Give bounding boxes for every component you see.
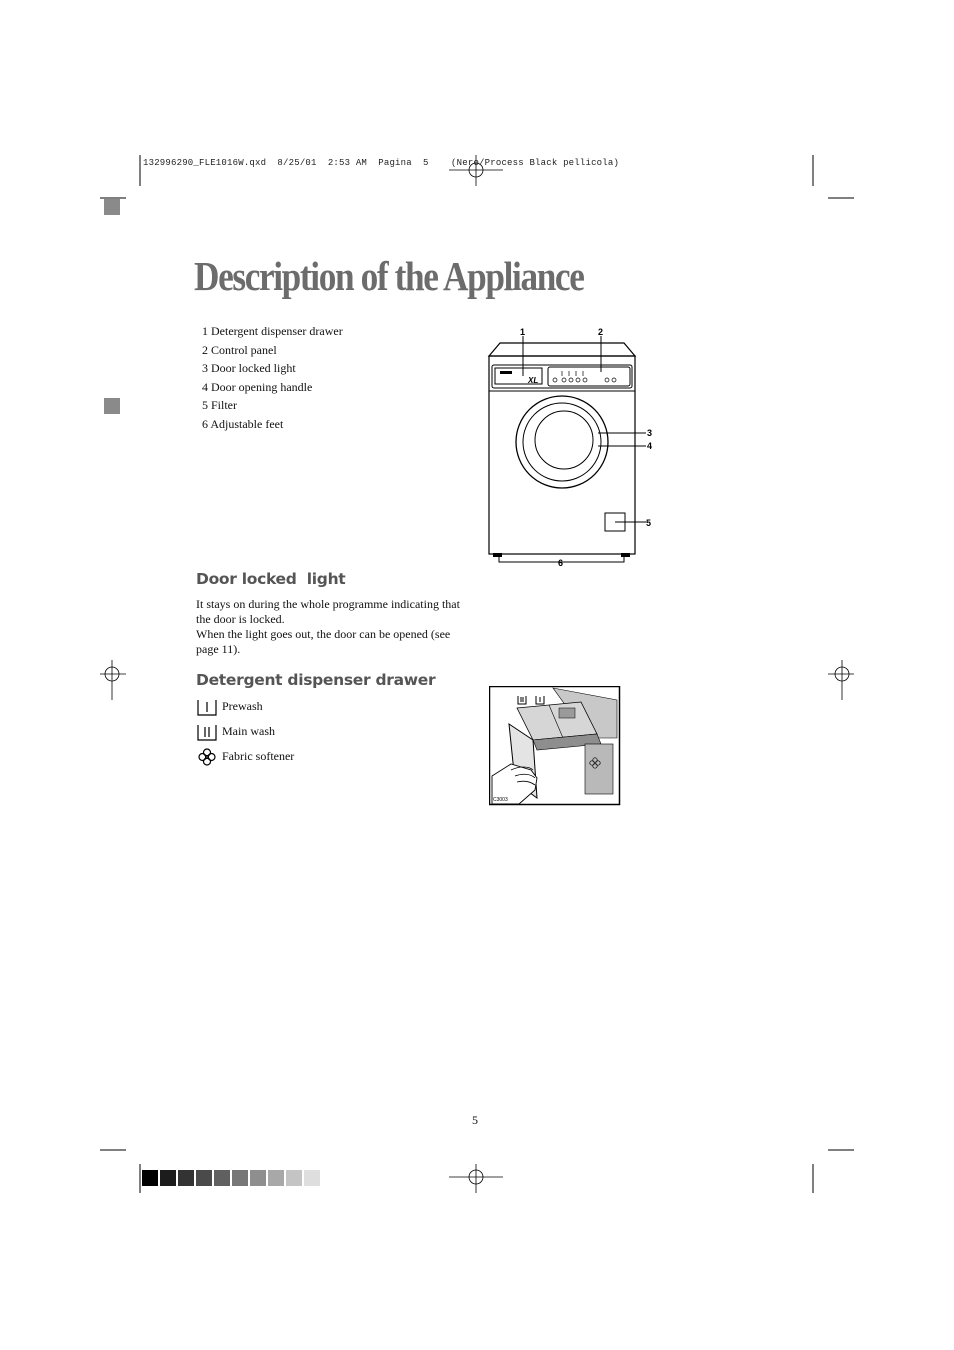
list-item: 4 Door opening handle bbox=[202, 379, 313, 394]
callout-label: 2 bbox=[598, 327, 604, 337]
door-locked-text bbox=[196, 597, 466, 657]
legend-row bbox=[197, 744, 294, 769]
door-locked-heading: Door locked light bbox=[196, 570, 346, 588]
legend-row bbox=[197, 719, 294, 744]
dispenser-heading: Detergent dispenser drawer bbox=[196, 671, 436, 689]
color-calibration-bar bbox=[142, 1170, 320, 1186]
callout-label: 4 bbox=[647, 441, 653, 451]
paragraph-line: It stays on during the whole programme indicating that the door is locked. bbox=[196, 597, 460, 626]
gray-swatch bbox=[286, 1170, 302, 1186]
gray-swatch bbox=[232, 1170, 248, 1186]
gray-swatch bbox=[160, 1170, 176, 1186]
registration-target-icon bbox=[828, 660, 854, 700]
legend-label: Main wash bbox=[222, 724, 275, 738]
page-number: 5 bbox=[472, 1113, 478, 1127]
paragraph-line: When the light goes out, the door can be opened (see page 11). bbox=[196, 627, 451, 656]
registration-target-icon bbox=[100, 660, 126, 700]
list-item: 5 Filter bbox=[202, 398, 237, 412]
dispenser-drawer-illustration bbox=[489, 686, 621, 806]
parts-list bbox=[202, 324, 343, 435]
gray-swatch bbox=[268, 1170, 284, 1186]
gray-swatch bbox=[196, 1170, 212, 1186]
legend-row bbox=[197, 694, 294, 719]
print-header: 132996290_FLE1016W.qxd 8/25/01 2:53 AM Pagina 5 (Nero/Process Black pellicola) bbox=[143, 158, 620, 168]
fabric-softener-icon bbox=[197, 748, 217, 766]
main-wash-icon bbox=[197, 723, 217, 741]
figure-code: C3003 bbox=[493, 797, 508, 803]
list-item: 2 Control panel bbox=[202, 342, 277, 357]
registration-square bbox=[104, 398, 120, 414]
registration-target-icon bbox=[449, 1164, 503, 1193]
callout-label: 1 bbox=[520, 327, 526, 337]
dispenser-legend bbox=[197, 694, 294, 769]
page-title: Description of the Appliance bbox=[194, 253, 584, 299]
washing-machine-diagram bbox=[486, 324, 656, 570]
prewash-icon bbox=[197, 698, 217, 716]
list-item: 3 Door locked light bbox=[202, 361, 296, 375]
gray-swatch bbox=[214, 1170, 230, 1186]
gray-swatch bbox=[250, 1170, 266, 1186]
callout-label: 3 bbox=[647, 428, 653, 438]
legend-label: Fabric softener bbox=[222, 749, 295, 763]
registration-square bbox=[104, 199, 120, 215]
gray-swatch bbox=[142, 1170, 158, 1186]
legend-label: Prewash bbox=[222, 699, 263, 713]
list-item: 1 Detergent dispenser drawer bbox=[202, 324, 343, 338]
callout-label: 6 bbox=[558, 558, 564, 568]
gray-swatch bbox=[178, 1170, 194, 1186]
callout-label: 5 bbox=[646, 518, 652, 528]
gray-swatch bbox=[304, 1170, 320, 1186]
brand-label: XL bbox=[528, 376, 539, 385]
list-item: 6 Adjustable feet bbox=[202, 416, 284, 431]
